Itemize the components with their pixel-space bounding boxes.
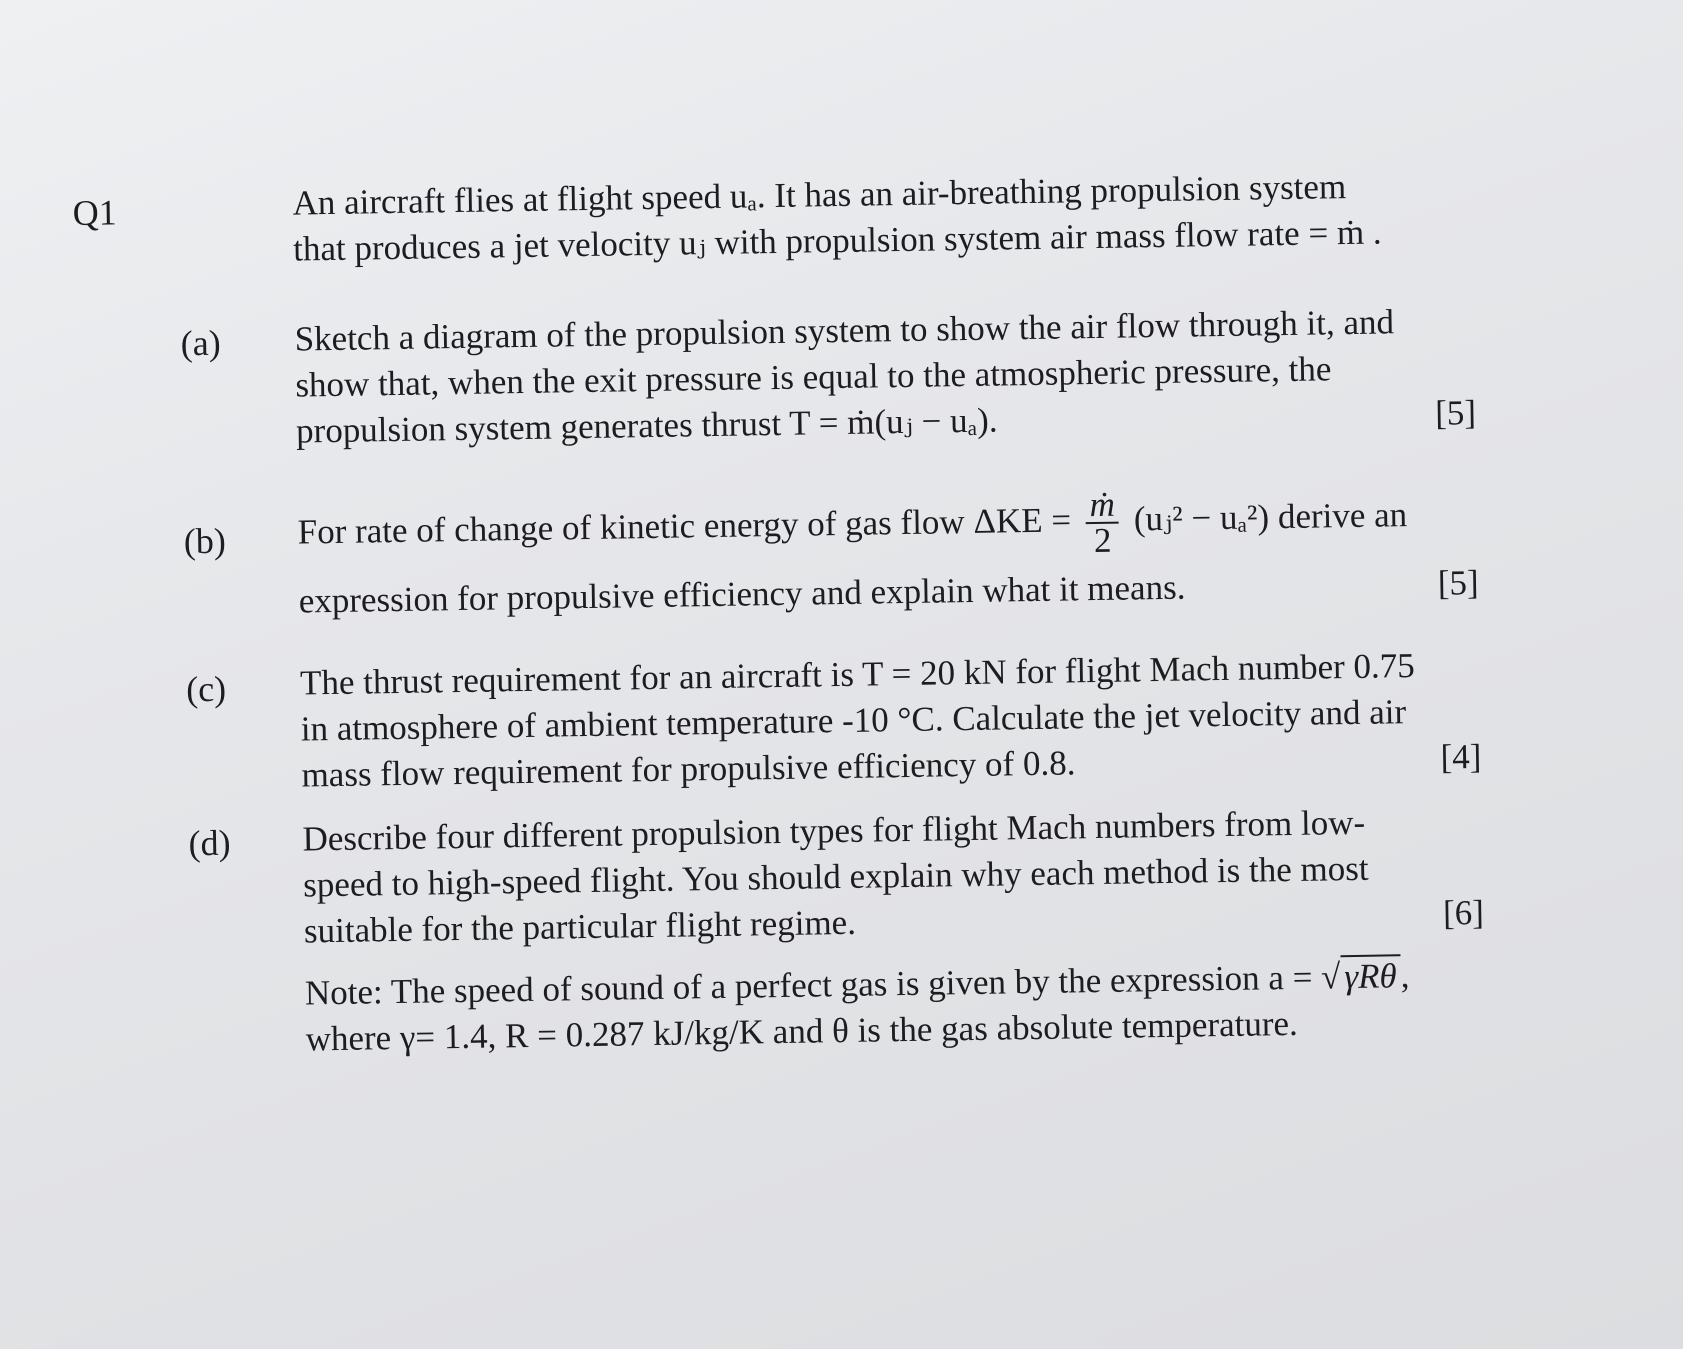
part-c-text xyxy=(300,642,1482,799)
part-b-label: (b) xyxy=(183,520,227,562)
part-d-text xyxy=(302,798,1484,955)
part-b-marks: [5] xyxy=(1437,562,1479,603)
part-b-line-2: expression for propulsive efficiency and explain what it means. xyxy=(298,567,1186,621)
part-b-line-1-start: For rate of change of kinetic energy of gas flow ΔKE = xyxy=(297,500,1072,552)
part-c-line-1: The thrust requirement for an aircraft is T = 20 kN for flight Mach number 0.75 xyxy=(299,645,1416,703)
part-a-label: (a) xyxy=(180,322,221,364)
part-d-marks: [6] xyxy=(1442,892,1485,933)
note-line-1-end: , xyxy=(1400,956,1410,996)
part-b-text xyxy=(297,478,1479,624)
intro-line-1: An aircraft flies at flight speed uₐ. It has an air-breathing propulsion system xyxy=(292,167,1347,223)
part-d-line-1: Describe four different propulsion types for flight Mach numbers from low- xyxy=(302,802,1366,859)
part-a-line-3: propulsion system generates thrust T = ṁ(uⱼ − uₐ). xyxy=(295,400,998,451)
note-line-2: where γ= 1.4, R = 0.287 kJ/kg/K and θ is the gas absolute temperature. xyxy=(305,1003,1299,1059)
part-a-line-1: Sketch a diagram of the propulsion system to show the air flow through it, and xyxy=(294,302,1395,359)
part-b-line-1-end: (uⱼ² − uₐ²) derive an xyxy=(1133,495,1408,539)
note-text xyxy=(305,952,1486,1063)
fraction-denominator: 2 xyxy=(1093,520,1112,560)
kinetic-energy-fraction xyxy=(1085,484,1119,560)
part-c-line-2: in atmosphere of ambient temperature -10 °C. Calculate the jet velocity and air xyxy=(300,692,1407,749)
sqrt-expression: γRθ xyxy=(1340,954,1401,996)
part-d-line-3: suitable for the particular flight regime. xyxy=(303,902,857,951)
part-a-line-2: show that, when the exit pressure is equal to the atmospheric pressure, the xyxy=(295,349,1332,405)
note-line-1-start: Note: The speed of sound of a perfect gas is given by the expression a = √ xyxy=(304,957,1341,1013)
question-number: Q1 xyxy=(72,192,117,234)
intro-line-2: that produces a jet velocity uⱼ with propulsion system air mass flow rate = ṁ . xyxy=(292,212,1382,269)
part-c-marks: [4] xyxy=(1440,736,1482,777)
question-intro xyxy=(292,162,1473,273)
part-c-label: (c) xyxy=(185,668,227,710)
part-a-marks: [5] xyxy=(1434,393,1477,433)
part-d-label: (d) xyxy=(188,822,231,864)
part-a-text xyxy=(294,298,1476,455)
part-c-line-3: mass flow requirement for propulsive efficiency of 0.8. xyxy=(301,743,1076,795)
part-d-line-2: speed to high-speed flight. You should explain why each method is the most xyxy=(302,848,1369,905)
fraction-numerator: ṁ xyxy=(1085,488,1119,525)
